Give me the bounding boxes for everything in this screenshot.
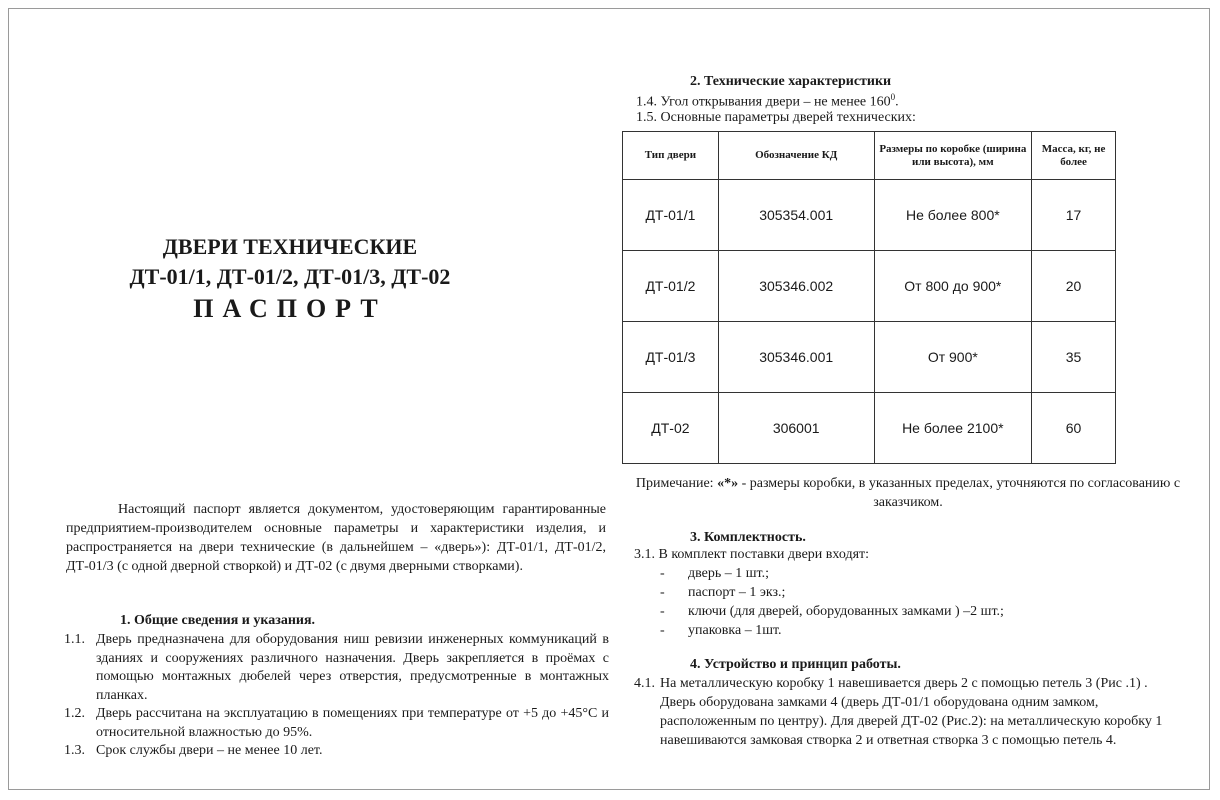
kit-item: упаковка – 1шт. <box>688 623 782 638</box>
cell-size: Не более 2100* <box>874 393 1032 464</box>
list-item <box>64 705 609 742</box>
list-item <box>64 631 609 705</box>
cell-type: ДТ-02 <box>623 393 719 464</box>
table-header-row <box>623 132 1116 180</box>
cell-kd: 305354.001 <box>718 180 874 251</box>
table-row <box>623 180 1116 251</box>
document-title <box>30 232 550 326</box>
item-text: Дверь предназначена для оборудования ниш ревизии инженерных коммуникаций в зданиях и сооружениях различного назначения. Дверь закрепляется в проёмах с помощью монтажных дюбелей через отверстия, предусмотренные в монтажных планках. <box>96 632 609 703</box>
note-label: Примечание: <box>635 476 714 491</box>
item-number: 4.1. <box>634 676 655 691</box>
section-3-title: 3. Комплектность. <box>690 530 806 545</box>
list-item: - паспорт – 1 экз.; <box>660 585 786 600</box>
cell-mass: 17 <box>1032 180 1116 251</box>
cell-size: От 800 до 900* <box>874 251 1032 322</box>
item-number: 1.3. <box>64 743 85 758</box>
title-passport: ПАСПОРТ <box>193 294 387 323</box>
paragraph-1-4 <box>636 92 899 111</box>
cell-type: ДТ-01/1 <box>623 180 719 251</box>
p14-text: 1.4. Угол открывания двери – не менее 160 <box>636 94 891 110</box>
cell-kd: 306001 <box>718 393 874 464</box>
list-item: - ключи (для дверей, оборудованных замками ) –2 шт.; <box>660 604 1004 619</box>
kit-list <box>660 564 1004 640</box>
p14-end: . <box>895 94 899 110</box>
intro-text: Настоящий паспорт является документом, удостоверяющим гарантированные предприятием-производителем основные параметры и характеристики изделия, и распространяется на двери технические (в дальнейшем – «дверь»): ДТ-01/1, ДТ-01/2, ДТ-01/3 (с одной дверной створкой) и ДТ-02 (с двумя дверными створками). <box>66 502 606 574</box>
kit-item: дверь – 1 шт.; <box>688 566 769 581</box>
table-row <box>623 322 1116 393</box>
list-item: - дверь – 1 шт.; <box>660 566 769 581</box>
item-text: Срок службы двери – не менее 10 лет. <box>96 743 323 758</box>
table-row <box>623 251 1116 322</box>
section-1 <box>64 611 609 761</box>
title-line-1: ДВЕРИ ТЕХНИЧЕСКИЕ <box>162 234 418 259</box>
table-row <box>623 393 1116 464</box>
list-item: - упаковка – 1шт. <box>660 623 782 638</box>
item-number: 1.2. <box>64 706 85 721</box>
note-text: - размеры коробки, в указанных пределах, уточняются по согласованию с заказчиком. <box>738 476 1181 510</box>
cell-mass: 20 <box>1032 251 1116 322</box>
cell-size: От 900* <box>874 322 1032 393</box>
kit-item: ключи (для дверей, оборудованных замками ) –2 шт.; <box>688 604 1004 619</box>
kit-item: паспорт – 1 экз.; <box>688 585 786 600</box>
header-type: Тип двери <box>623 132 719 180</box>
cell-kd: 305346.001 <box>718 322 874 393</box>
item-number: 1.1. <box>64 632 85 647</box>
intro-paragraph <box>66 500 606 576</box>
cell-type: ДТ-01/2 <box>623 251 719 322</box>
paragraph-4-1 <box>634 674 1182 750</box>
header-mass: Масса, кг, не более <box>1032 132 1116 180</box>
left-column <box>30 0 609 800</box>
table-note <box>634 474 1182 512</box>
right-column <box>634 0 1194 800</box>
cell-kd: 305346.002 <box>718 251 874 322</box>
item-text: Дверь рассчитана на эксплуатацию в помещениях при температуре от +5 до +45°С и относительной влажностью до 95%. <box>96 706 609 740</box>
cell-size: Не более 800* <box>874 180 1032 251</box>
paragraph-1-5: 1.5. Основные параметры дверей технических: <box>636 110 916 125</box>
section-2-title: 2. Технические характеристики <box>690 74 892 89</box>
header-size: Размеры по коробке (ширина или высота), мм <box>874 132 1032 180</box>
cell-type: ДТ-01/3 <box>623 322 719 393</box>
paragraph-3-1: 3.1. В комплект поставки двери входят: <box>634 547 870 562</box>
cell-mass: 60 <box>1032 393 1116 464</box>
cell-mass: 35 <box>1032 322 1116 393</box>
title-line-2: ДТ-01/1, ДТ-01/2, ДТ-01/3, ДТ-02 <box>129 264 451 289</box>
note-mark: «*» <box>717 476 739 491</box>
section-4-title: 4. Устройство и принцип работы. <box>690 657 901 672</box>
header-kd: Обозначение КД <box>718 132 874 180</box>
section-1-title: 1. Общие сведения и указания. <box>120 613 316 628</box>
spec-table <box>622 131 1116 464</box>
degree-sup: 0 <box>890 92 896 102</box>
list-item <box>64 742 609 761</box>
item-text: На металлическую коробку 1 навешивается дверь 2 с помощью петель 3 (Рис .1) . Дверь оборудована замками 4 (дверь ДТ-01/1 оборудована одним замком, расположенным по центру). Для дверей ДТ-02 (Рис.2): на металлическую коробку 1 навешиваются замковая створка 2 и ответная створка 3 с помощью петель 4. <box>660 676 1163 748</box>
